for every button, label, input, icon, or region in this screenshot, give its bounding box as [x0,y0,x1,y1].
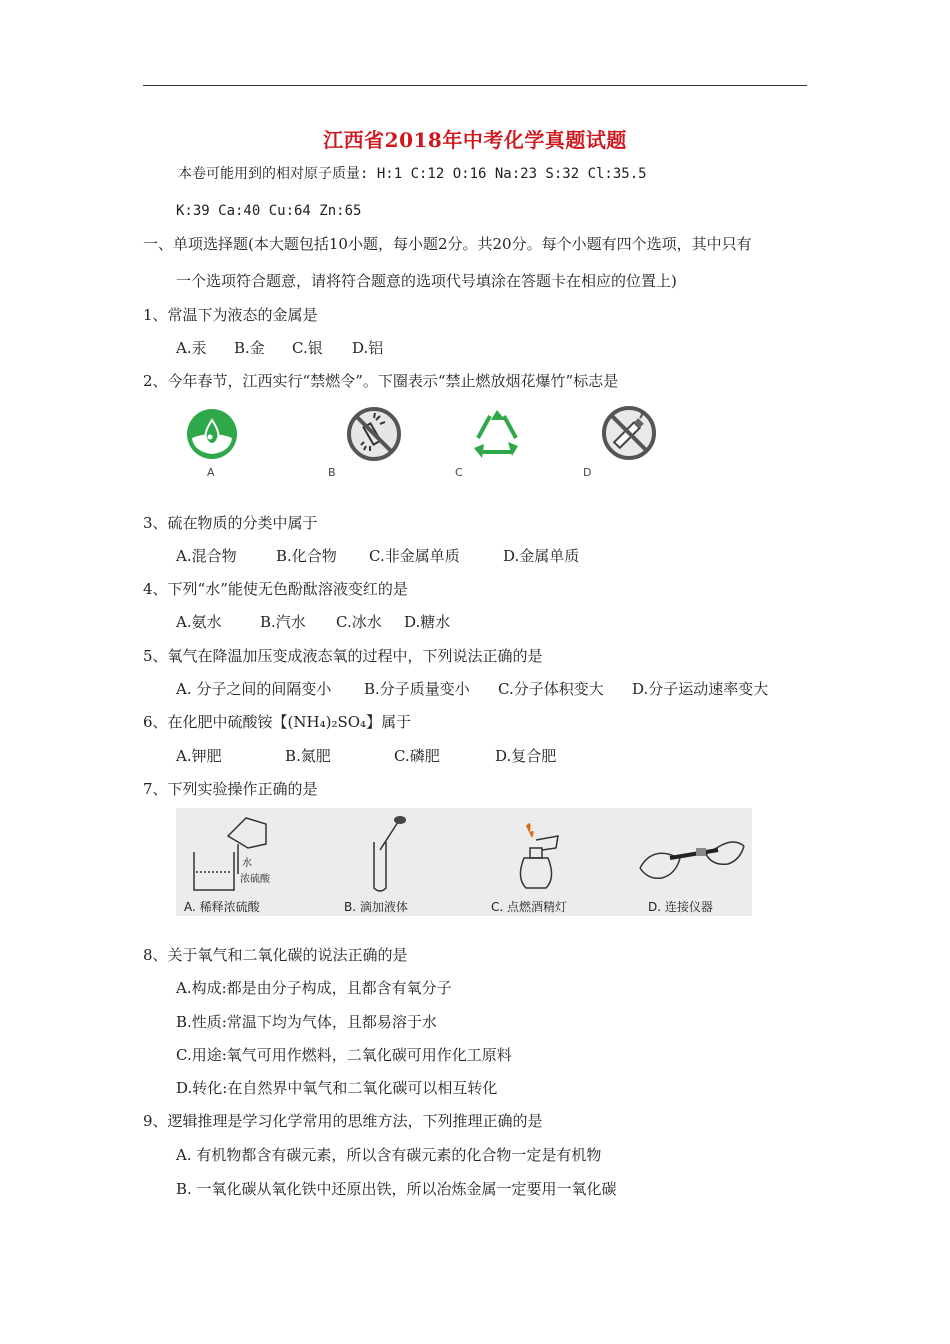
water-saving-sign-icon [186,408,238,460]
question-7-lab-operations-image [176,808,752,916]
option-c: C.非金属单质 [369,547,460,565]
lab-label-b: B. 滴加液体 [344,900,408,914]
no-fireworks-sign-icon [346,406,402,462]
option-c: C.磷肥 [394,747,440,765]
beaker-label-water: 水 [242,858,252,869]
question-6-options [176,746,556,766]
header-rule [143,85,807,86]
no-smoking-sign-icon [600,404,658,462]
question-9-option-b: B. 一氧化碳从氧化铁中还原出铁，所以冶炼金属一定要用一氧化碳 [176,1180,617,1198]
question-8-stem: 8、关于氧气和二氧化碳的说法正确的是 [143,946,408,964]
question-9-option-a: A. 有机物都含有碳元素，所以含有碳元素的化合物一定是有机物 [176,1146,602,1164]
question-8-option-c: C.用途:氧气可用作燃料，二氧化碳可用作化工原料 [176,1046,512,1064]
question-3-stem: 3、硫在物质的分类中属于 [143,514,318,532]
option-a: A.氨水 [176,613,222,631]
sign-label-d: D [583,466,592,479]
page-title: 江西省2018年中考化学真题试题 [323,128,627,152]
dropper-test-tube-icon [366,812,416,896]
section-1-instructions-line-1: 一、单项选择题(本大题包括10小题，每小题2分。共20分。每个小题有四个选项，其中只有 [143,235,752,253]
connecting-apparatus-icon [636,828,748,888]
option-c: C.冰水 [336,613,382,631]
beaker-label-acid: 浓硫酸 [240,874,270,885]
recycling-sign-icon [470,408,524,460]
alcohol-lamp-icon [506,818,566,896]
option-c: C.分子体积变大 [498,680,604,698]
sign-label-a: A [207,466,215,479]
question-2-stem: 2、今年春节，江西实行“禁燃令”。下圈表示“禁止燃放烟花爆竹”标志是 [143,372,619,390]
question-1-stem: 1、常温下为液态的金属是 [143,306,318,324]
question-1-options [176,338,383,358]
question-6-stem: 6、在化肥中硫酸铵【(NH₄)₂SO₄】属于 [143,713,412,731]
option-d: D.铝 [352,339,384,357]
option-b: B.分子质量变小 [364,680,470,698]
question-7-stem: 7、下列实验操作正确的是 [143,780,318,798]
option-a: A. 分子之间的间隔变小 [176,680,332,698]
option-d: D.糖水 [404,613,451,631]
question-5-options [176,679,768,699]
atomic-mass-line-2: K:39 Ca:40 Cu:64 Zn:65 [176,203,362,219]
option-d: D.分子运动速率变大 [632,680,769,698]
option-a: A.钾肥 [176,747,222,765]
option-c: C.银 [292,339,323,357]
sign-label-c: C [455,466,463,479]
question-8-option-d: D.转化:在自然界中氧气和二氧化碳可以相互转化 [176,1079,498,1097]
question-8-option-a: A.构成:都是由分子构成，且都含有氧分子 [176,979,452,997]
lab-label-d: D. 连接仪器 [648,900,713,914]
question-8-option-b: B.性质:常温下均为气体，且都易溶于水 [176,1013,437,1031]
lab-label-a: A. 稀释浓硫酸 [184,900,260,914]
sign-label-b: B [328,466,336,479]
beaker-diluting-icon [186,814,296,894]
option-b: B.汽水 [260,613,306,631]
question-5-stem: 5、氧气在降温加压变成液态氧的过程中，下列说法正确的是 [143,647,543,665]
option-a: A.混合物 [176,547,237,565]
option-b: B.氮肥 [285,747,331,765]
question-4-stem: 4、下列“水”能使无色酚酞溶液变红的是 [143,580,408,598]
option-d: D.金属单质 [503,547,580,565]
option-a: A.汞 [176,339,207,357]
option-d: D.复合肥 [495,747,557,765]
question-3-options [176,546,579,566]
question-4-options [176,612,450,632]
option-b: B.金 [234,339,265,357]
option-b: B.化合物 [276,547,337,565]
section-1-instructions-line-2: 一个选项符合题意，请将符合题意的选项代号填涂在答题卡在相应的位置上) [176,272,677,290]
question-9-stem: 9、逻辑推理是学习化学常用的思维方法，下列推理正确的是 [143,1112,543,1130]
lab-label-c: C. 点燃酒精灯 [491,900,568,914]
atomic-mass-line-1: 本卷可能用到的相对原子质量: H:1 C:12 O:16 Na:23 S:32 Cl:35.5 [178,166,647,182]
